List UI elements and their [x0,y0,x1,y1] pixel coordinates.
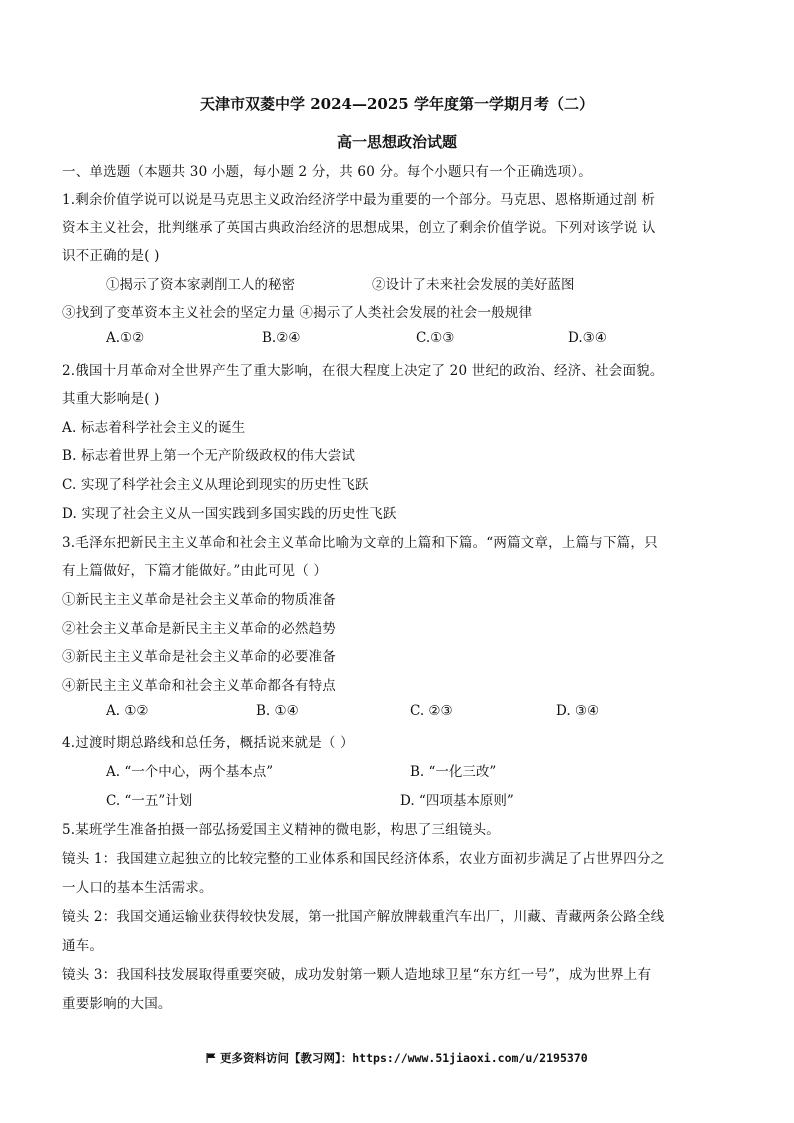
footer-link[interactable] [206,1050,588,1066]
page-title: 天津市双菱中学 2024—2025 学年度第一学期月考（二） [200,95,594,113]
q3-line1: 3.毛泽东把新民主主义革命和社会主义革命比喻为文章的上篇和下篇。“两篇文章，上篇与下篇，只 [62,535,658,551]
q3-item3: ③新民主主义革命是社会主义革命的必要准备 [62,649,336,665]
q1-option-d: D.③④ [568,330,607,346]
section-heading: 一、单选题（本题共 30 小题，每小题 2 分，共 60 分。每个小题只有一个正确选项）。 [62,164,592,180]
q5-line1: 5.某班学生准备拍摄一部弘扬爱国主义精神的微电影，构思了三组镜头。 [62,822,500,838]
q2-option-d: D. 实现了社会主义从一国实践到多国实践的历史性飞跃 [62,506,397,522]
q1-option-a: A.①② [106,330,145,346]
q5-shot3-line2: 重要影响的大国。 [62,996,172,1012]
flag-icon [206,1053,216,1063]
q4-option-a: A. “一个中心，两个基本点” [106,764,274,780]
q2-option-a: A. 标志着科学社会主义的诞生 [62,420,246,436]
q2-line2: 其重大影响是( ) [62,391,160,407]
q3-option-b: B. ①④ [256,703,299,719]
q1-line2: 资本主义社会，批判继承了英国古典政治经济的思想成果，创立了剩余价值学说。下列对该学说 认 [62,220,656,236]
q1-item3: ③找到了变革资本主义社会的坚定力量 ④揭示了人类社会发展的社会一般规律 [62,305,533,321]
q3-item2: ②社会主义革命是新民主主义革命的必然趋势 [62,621,336,637]
q3-item4: ④新民主主义革命和社会主义革命都各有特点 [62,678,336,694]
q3-option-d: D. ③④ [556,703,600,719]
q1-line1: 1.剩余价值学说可以说是马克思主义政治经济学中最为重要的一个部分。马克思、恩格斯通过剖 析 [62,192,656,208]
q4-line1: 4.过渡时期总路线和总任务，概括说来就是（ ） [62,735,354,751]
page-subtitle: 高一思想政治试题 [336,133,457,151]
q2-line1: 2.俄国十月革命对全世界产生了重大影响，在很大程度上决定了 20 世纪的政治、经济、社会面貌。 [62,363,664,379]
q1-item1: ①揭示了资本家剥削工人的秘密 [106,277,295,293]
footer-text: 更多资料访问【教习网】：https://www.51jiaoxi.com/u/2195370 [220,1051,588,1065]
q4-option-b: B. “一化三改” [410,764,497,780]
q3-option-c: C. ②③ [410,703,453,719]
q5-shot1-line1: 镜头 1：我国建立起独立的比较完整的工业体系和国民经济体系，农业方面初步满足了占世界四分之 [62,851,665,867]
q2-option-b: B. 标志着世界上第一个无产阶级政权的伟大尝试 [62,448,356,464]
q5-shot3-line1: 镜头 3：我国科技发展取得重要突破，成功发射第一颗人造地球卫星“东方红一号”，成为世界上有 [62,967,652,983]
q3-item1: ①新民主主义革命是社会主义革命的物质准备 [62,592,336,608]
q1-option-b: B.②④ [262,330,301,346]
q4-option-d: D. “四项基本原则” [400,793,514,809]
q5-shot2-line1: 镜头 2：我国交通运输业获得较快发展，第一批国产解放牌载重汽车出厂，川藏、青藏两条公路全线 [62,909,665,925]
q1-option-c: C.①③ [416,330,455,346]
q2-option-c: C. 实现了科学社会主义从理论到现实的历史性飞跃 [62,477,369,493]
q3-option-a: A. ①② [106,703,149,719]
q4-option-c: C. “一五”计划 [106,793,193,809]
q3-line2: 有上篇做好，下篇才能做好。”由此可见（ ） [62,563,328,579]
q5-shot1-line2: 一人口的基本生活需求。 [62,880,213,896]
q5-shot2-line2: 通车。 [62,938,104,954]
q1-item2: ②设计了未来社会发展的美好蓝图 [372,277,575,293]
q1-line3: 识不正确的是( ) [62,248,160,264]
